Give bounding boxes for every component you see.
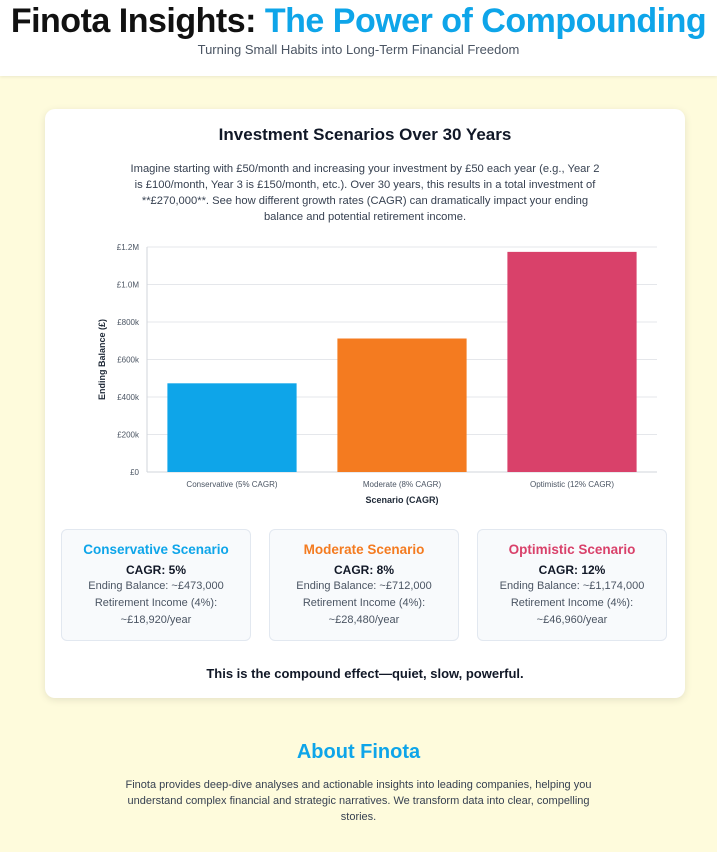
scenario-income-label: Retirement Income (4%): — [302, 597, 426, 609]
y-axis-title: Ending Balance (£) — [97, 318, 107, 401]
x-tick-label: Optimistic (12% CAGR) — [529, 480, 615, 489]
y-tick-label: £1.2M — [116, 243, 139, 252]
scenario-title: Conservative Scenario — [83, 542, 229, 557]
x-tick-label: Moderate (8% CAGR) — [362, 480, 442, 489]
scenario-moderate — [269, 529, 459, 641]
scenarios-card — [45, 109, 685, 698]
x-tick-label: Conservative (5% CAGR) — [186, 480, 278, 489]
scenario-balance: Ending Balance: ~£712,000 — [296, 580, 432, 592]
x-axis-title: Scenario (CAGR) — [365, 495, 439, 505]
scenario-conservative — [61, 529, 251, 641]
card-title: Investment Scenarios Over 30 Years — [218, 125, 512, 144]
y-tick-label: £800k — [117, 318, 139, 327]
scenario-balance: Ending Balance: ~£473,000 — [88, 580, 224, 592]
y-tick-label: £1.0M — [116, 280, 139, 290]
headline: The Power of Compounding — [264, 2, 707, 40]
scenario-income: ~£18,920/year — [120, 614, 192, 626]
scenario-boxes — [61, 529, 669, 643]
y-tick-label: £600k — [117, 355, 139, 365]
scenario-income-label: Retirement Income (4%): — [510, 597, 634, 609]
site-header — [0, 0, 717, 76]
chart-svg — [97, 237, 657, 507]
bar-3 — [507, 252, 636, 472]
compound-effect-text: This is the compound effect—quiet, slow, powerful. — [206, 666, 524, 681]
scenario-income: ~£46,960/year — [536, 614, 608, 626]
y-tick-label: £200k — [117, 430, 139, 440]
about-text: Finota provides deep-dive analyses and actionable insights into leading companies, helping you understand complex financial and strategic narratives. We transform data into clear, compelling stories. — [125, 779, 592, 823]
y-tick-label: £400k — [117, 393, 139, 402]
intro-text: Imagine starting with £50/month and increasing your investment by £50 each year (e.g., Year 2 is £100/month, Year 3 is £150/month, etc.). Over 30 years, this results in a total investment of **£270,000**. See how different growth rates (CAGR) can dramatically impact your ending balance and potential retirement income. — [130, 163, 600, 223]
bar-2 — [337, 339, 466, 473]
scenario-income-label: Retirement Income (4%): — [94, 597, 218, 609]
site-tagline: Turning Small Habits into Long-Term Financial Freedom — [197, 42, 520, 57]
scenario-optimistic — [477, 529, 667, 641]
site-title — [0, 2, 717, 41]
scenario-cagr: CAGR: 5% — [125, 563, 186, 577]
bar-1 — [167, 383, 296, 472]
scenario-income: ~£28,480/year — [328, 614, 400, 626]
brand-name: Finota Insights: — [10, 2, 256, 40]
about-title: About Finota — [296, 741, 421, 763]
scenario-cagr: CAGR: 12% — [538, 563, 606, 577]
scenario-balance: Ending Balance: ~£1,174,000 — [499, 580, 645, 592]
scenario-cagr: CAGR: 8% — [333, 563, 394, 577]
scenario-title: Moderate Scenario — [303, 542, 425, 557]
scenario-title: Optimistic Scenario — [508, 542, 636, 557]
balance-bar-chart — [97, 237, 657, 507]
y-tick-label: £0 — [130, 468, 139, 477]
